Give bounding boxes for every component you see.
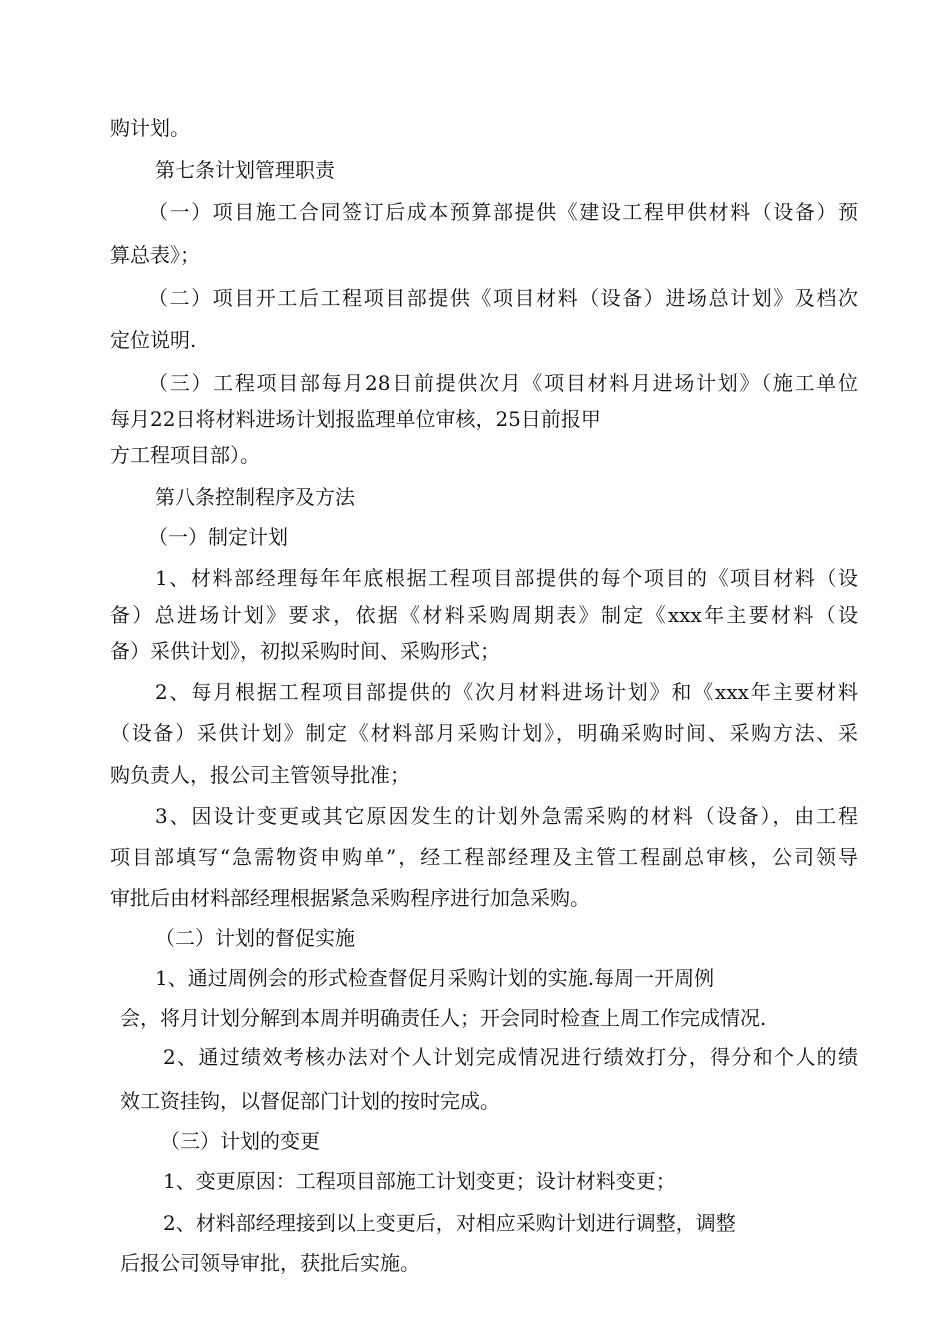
paragraph-line: 方工程项目部）。 (110, 443, 260, 467)
paragraph-line: （二）项目开工后工程项目部提供《项目材料（设备）进场总计划》及档次 (148, 286, 858, 310)
paragraph-line: （设备）采供计划》制定《材料部月采购计划》，明确采购时间、采购方法、采 (110, 721, 858, 745)
paragraph-line: 1、变更原因：工程项目部施工计划变更；设计材料变更； (163, 1169, 676, 1193)
paragraph-line: 购负责人，报公司主管领导批准； (110, 763, 410, 787)
paragraph-line: 项目部填写“急需物资申购单”，经工程部经理及主管工程副总审核，公司领导 (110, 845, 858, 869)
paragraph-line: 备）采供计划》，初拟采购时间、采购形式； (110, 639, 500, 663)
paragraph-line: 1、通过周例会的形式检查督促月采购计划的实施.每周一开周例 (155, 966, 715, 990)
paragraph-line: 1、材料部经理每年年底根据工程项目部提供的每个项目的《项目材料（设 (155, 566, 858, 590)
paragraph-line: 购计划。 (110, 116, 190, 140)
section-heading: 第七条计划管理职责 (155, 158, 335, 182)
paragraph-line: 3、因设计变更或其它原因发生的计划外急需采购的材料（设备），由工程 (155, 804, 858, 828)
paragraph-line: 备）总进场计划》要求，依据《材料采购周期表》制定《xxx年主要材料（设 (110, 603, 858, 627)
paragraph-line: 效工资挂钩，以督促部门计划的按时完成。 (120, 1089, 500, 1113)
paragraph-line: 2、材料部经理接到以上变更后，对相应采购计划进行调整，调整 (163, 1211, 736, 1235)
paragraph-line: 审批后由材料部经理根据紧急采购程序进行加急采购。 (110, 886, 590, 910)
subsection-heading: （三）计划的变更 (160, 1129, 320, 1153)
paragraph-line: 2、通过绩效考核办法对个人计划完成情况进行绩效打分，得分和个人的绩 (163, 1045, 858, 1069)
paragraph-line: 定位说明. (110, 328, 197, 352)
paragraph-line: 后报公司领导审批，获批后实施。 (120, 1251, 420, 1275)
paragraph-line: （三）工程项目部每月28日前提供次月《项目材料月进场计划》（施工单位 (148, 371, 858, 395)
subsection-heading: （一）制定计划 (148, 525, 288, 549)
paragraph-line: 算总表》； (110, 243, 200, 267)
paragraph-line: 2、每月根据工程项目部提供的《次月材料进场计划》和《xxx年主要材料 (155, 680, 858, 704)
paragraph-line: （一）项目施工合同签订后成本预算部提供《建设工程甲供材料（设备）预 (148, 200, 858, 224)
section-heading: 第八条控制程序及方法 (155, 485, 355, 509)
paragraph-line: 每月22日将材料进场计划报监理单位审核，25日前报甲 (110, 407, 601, 431)
paragraph-line: 会，将月计划分解到本周并明确责任人；开会同时检查上周工作完成情况. (120, 1006, 767, 1030)
subsection-heading: （二）计划的督促实施 (155, 926, 355, 950)
